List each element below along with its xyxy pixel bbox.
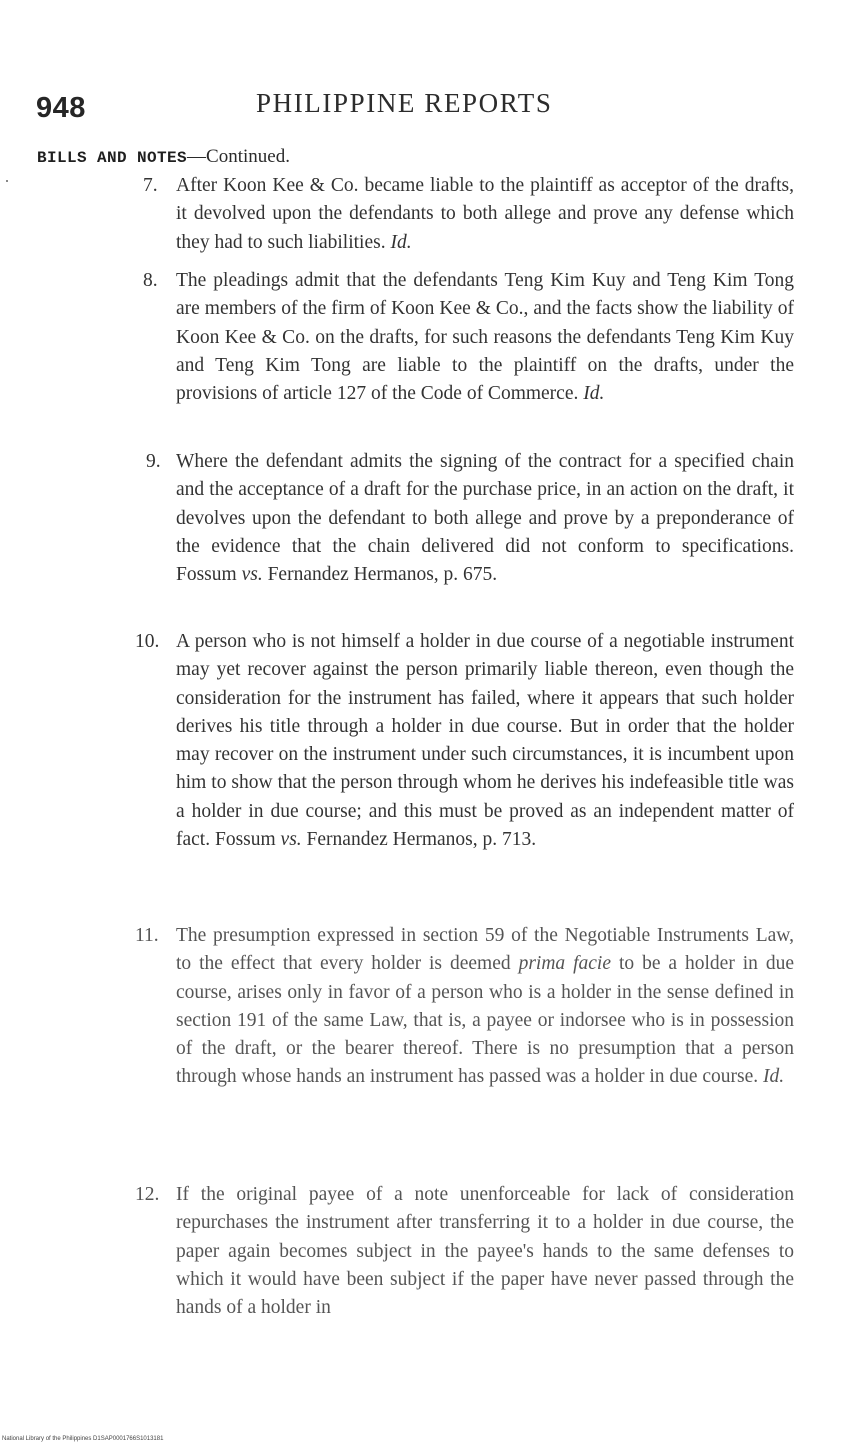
- section-heading-suffix: —Continued.: [187, 146, 290, 167]
- note-9: [146, 448, 794, 589]
- note-number: 9.: [146, 451, 161, 472]
- footer-credit: National Library of the Philippines D1SAP0001766S1013181: [2, 1436, 164, 1442]
- note-citation-vs: vs.: [280, 829, 302, 851]
- note-text: After Koon Kee & Co. became liable to the plaintiff as acceptor of the drafts, it devolved upon the defendants to both allege and prove any defense which they had to such liabilities.: [176, 175, 794, 253]
- note-citation: Id.: [390, 231, 412, 253]
- note-number: 11.: [135, 925, 159, 946]
- note-text: Where the defendant admits the signing of the contract for a specified chain and the acceptance of a draft for the purchase price, in an action on the draft, it devolves upon the defendant to both allege and prove by a preponderance of the evidence that the chain delivered did not conform to specifications. Fossum: [176, 451, 794, 586]
- note-12: [135, 1181, 794, 1322]
- margin-speck: [6, 180, 8, 182]
- section-heading-caps: BILLS AND NOTES: [37, 149, 188, 167]
- running-title: PHILIPPINE REPORTS: [256, 88, 553, 118]
- note-citation: Id.: [763, 1066, 785, 1088]
- note-11: [135, 922, 795, 1092]
- note-10: [135, 628, 794, 854]
- note-number: 10.: [135, 631, 160, 652]
- section-heading: [37, 146, 290, 168]
- note-text: If the original payee of a note unenforceable for lack of consideration repurchases the instrument after transferring it to a holder in due course, the paper again becomes subject in the payee's hands to the same defenses to which it would have been subject if the paper have never passed through the hands of a holder in: [176, 1184, 794, 1319]
- page-number: 948: [36, 92, 86, 124]
- note-text-before: The presumption expressed in section 59 of the Negotiable Instruments Law, to the effect that every holder is deemed: [176, 925, 794, 975]
- note-italic-phrase: prima facie: [518, 953, 611, 975]
- note-citation-vs: vs.: [241, 564, 263, 586]
- note-citation: Id.: [583, 383, 605, 405]
- note-text: The pleadings admit that the defendants Teng Kim Kuy and Teng Kim Tong are members of the firm of Koon Kee & Co., and the facts show the liability of Koon Kee & Co. on the drafts, for such reasons the defendants Teng Kim Kuy and Teng Kim Tong are liable to the plaintiff on the drafts, under the provisions of article 127 of the Code of Commerce.: [176, 270, 794, 405]
- note-number: 12.: [135, 1184, 160, 1205]
- note-text: A person who is not himself a holder in due course of a negotiable instrument may yet recover against the person primarily liable thereon, even though the consideration for the instrument has failed, where it appears that such holder derives his title through a holder in due course. But in order that the holder may recover on the instrument under such circumstances, it is incumbent upon him to show that the person through whom he derives his indefeasible title was a holder in due course; and this must be proved as an independent matter of fact. Fossum: [176, 631, 794, 851]
- note-text-after: Fernandez Hermanos, p. 675.: [267, 564, 498, 586]
- note-7: [143, 172, 794, 257]
- note-number: 7.: [143, 175, 158, 196]
- note-text: to be a holder in due course, arises only in favor of a person who is a holder in the sense defined in section 191 of the same Law, that is, a payee or indorsee who is in possession of the draft, or the bearer thereof. There is no presumption that a person through whose hands an instrument has passed was a holder in due course.: [176, 953, 795, 1088]
- note-text-after: Fernandez Hermanos, p. 713.: [306, 829, 537, 851]
- note-8: [143, 267, 794, 408]
- note-number: 8.: [143, 270, 158, 291]
